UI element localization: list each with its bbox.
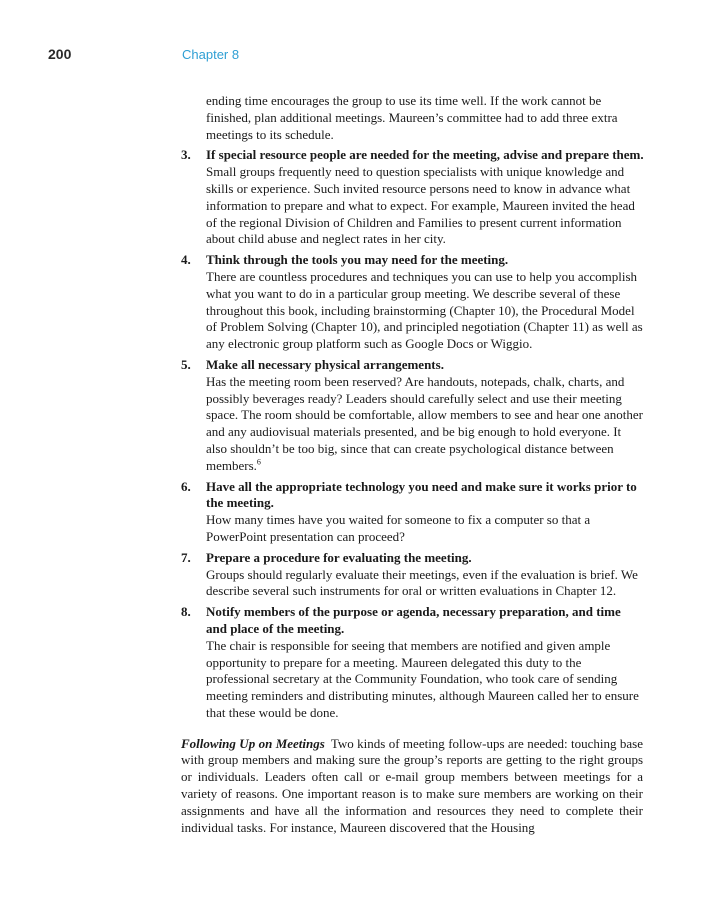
page-header <box>0 46 727 70</box>
list-item <box>0 550 727 600</box>
chapter-label: Chapter 8 <box>182 47 240 62</box>
list-item <box>0 604 727 722</box>
followup-text: Two kinds of meeting follow-ups are needed: touching base with group members and making sure the group’s reports are getting to the right groups or individuals. Leaders often call or e-mail group members between meetings for a variety of reasons. One important reason is to make sure members are working on their assignments and have all the information and resources they need to complete their individual tasks. For instance, Maureen discovered that the Housing <box>181 735 643 835</box>
list-item <box>0 479 727 546</box>
item-body: Small groups frequently need to question specialists with unique knowledge and skills or experience. Such invited resource persons need to know in advance what information to prepare and what to expect. For example, Maureen invited the head of the regional Division of Children and Families to present current information about child abuse and neglect rates in her city. <box>206 164 635 247</box>
item-title: Think through the tools you may need for the meeting. <box>206 252 509 268</box>
item-title: Make all necessary physical arrangements. <box>206 356 444 372</box>
item-title: Prepare a procedure for evaluating the meeting. <box>206 549 472 565</box>
item-body: Groups should regularly evaluate their meetings, even if the evaluation is brief. We describe several such instruments for oral or written evaluations in Chapter 12. <box>206 566 638 599</box>
item-body: The chair is responsible for seeing that members are notified and given ample opportunity to prepare for a meeting. Maureen delegated this duty to the professional secretary at the Community Foundation, who took care of sending meeting reminders and distributing minutes, although Maureen called her to ensure that these would be done. <box>206 637 639 720</box>
section-run-in-heading: Following Up on Meetings <box>181 735 325 751</box>
page-number: 200 <box>48 46 72 62</box>
item-number: 7. <box>181 549 191 565</box>
list-item <box>0 252 727 353</box>
page-body <box>0 93 727 849</box>
item-number: 3. <box>181 147 191 163</box>
item-number: 8. <box>181 604 191 620</box>
item-title: Notify members of the purpose or agenda, necessary preparation, and time and place of the meeting. <box>206 604 621 636</box>
item-number: 6. <box>181 478 191 494</box>
item-title: If special resource people are needed for the meeting, advise and prepare them. <box>206 147 644 163</box>
item-number: 4. <box>181 252 191 268</box>
footnote-marker: 6 <box>256 457 261 467</box>
item-number: 5. <box>181 356 191 372</box>
followup-paragraph <box>181 736 643 837</box>
item-title: Have all the appropriate technology you need and make sure it works prior to the meeting. <box>206 478 637 511</box>
item-body: How many times have you waited for someone to fix a computer so that a PowerPoint presentation can proceed? <box>206 512 591 544</box>
intro-paragraph: ending time encourages the group to use its time well. If the work cannot be finished, plan additional meetings. Maureen’s committee had to add three extra meetings to its schedule. <box>206 93 618 142</box>
item-body <box>206 374 644 475</box>
list-item <box>0 357 727 475</box>
item-body: There are countless procedures and techniques you can use to help you accomplish what you want to do in a particular group meeting. We describe several of these throughout this book, including brainstorming (Chapter 10), the Procedural Model of Problem Solving (Chapter 10), and principled negotiation (Chapter 11) as well as any electronic group platform such as Google Docs or Wiggio. <box>206 268 643 352</box>
item-body-text: Has the meeting room been reserved? Are handouts, notepads, chalk, charts, and possibly beverages ready? Leaders should carefully select and use their meeting space. The room should be comfortable, allow members to see and hear one another and any audiovisual materials presented, and be big enough to hold everyone. It also shouldn’t be too big, since that can create psychological distance between members. <box>206 373 643 473</box>
list-item <box>0 147 727 248</box>
